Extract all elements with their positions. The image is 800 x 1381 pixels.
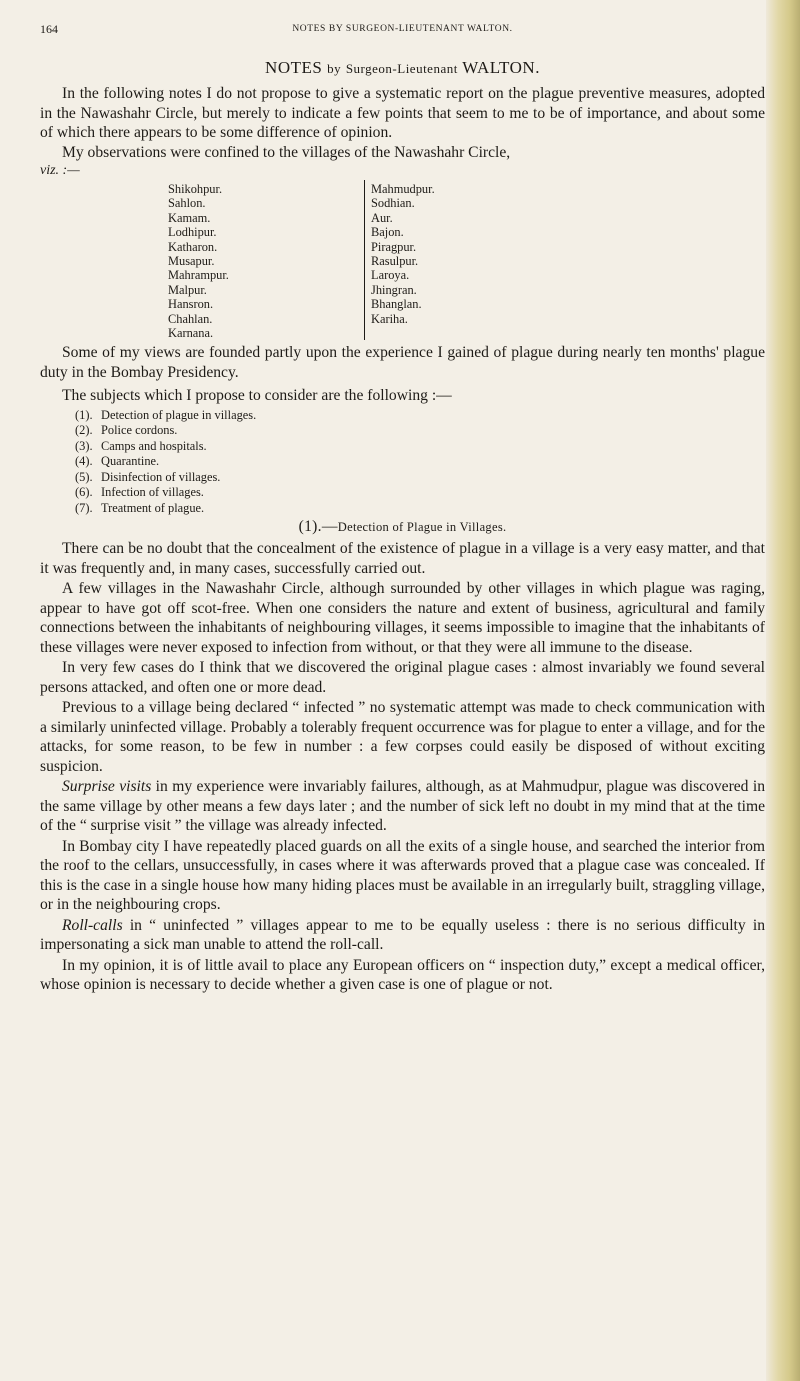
views-paragraph: Some of my views are founded partly upon the experience I gained of plague during nearly ten months' plague duty in the Bombay Presidency. bbox=[40, 344, 765, 381]
village-name: Bajon. bbox=[371, 225, 404, 240]
subject-number: (6). bbox=[75, 485, 93, 500]
village-name: Musapur. bbox=[168, 254, 215, 269]
main-heading bbox=[40, 58, 765, 78]
page-number: 164 bbox=[40, 22, 58, 36]
running-title: NOTES BY SURGEON-LIEUTENANT WALTON. bbox=[292, 24, 513, 34]
section-heading bbox=[40, 518, 765, 536]
section-title: Detection of Plague in Villages. bbox=[337, 520, 507, 535]
subject-text: Police cordons. bbox=[101, 423, 178, 438]
village-name: Kamam. bbox=[168, 210, 211, 225]
village-name: Kariha. bbox=[371, 311, 408, 326]
opinion-paragraph: In my opinion, it is of little avail to place any European officers on “ inspection duty,” except a medical officer, whose opinion is necessary to decide whether a given case is one of plague or not. bbox=[40, 956, 765, 994]
subjects-list bbox=[75, 408, 765, 517]
village-name: Lodhipur. bbox=[168, 225, 217, 240]
village-name: Hansron. bbox=[168, 297, 214, 312]
bombay-paragraph: In Bombay city I have repeatedly placed guards on all the exits of a single house, and searched the interior from the roof to the cellars, unsuccessfully, in cases where it was afterwards proved that a plague case was concealed. If this is the case in a single house how many hiding places must be available in an irregularly built, straggling village, or in the neighbouring crops. bbox=[40, 837, 765, 914]
heading-lead: NOTES bbox=[265, 58, 323, 77]
page-edge bbox=[766, 0, 800, 1381]
subject-number: (2). bbox=[75, 423, 93, 438]
village-name: Shikohpur. bbox=[168, 182, 223, 196]
village-name: Karnana. bbox=[168, 326, 214, 341]
village-name: Jhingran. bbox=[371, 282, 417, 297]
subject-item bbox=[75, 408, 765, 424]
subject-item bbox=[75, 439, 765, 455]
village-list bbox=[168, 182, 765, 340]
heading-name: WALTON. bbox=[462, 58, 540, 77]
village-name: Sodhian. bbox=[371, 196, 415, 211]
subject-number: (5). bbox=[75, 469, 93, 484]
subject-text: Quarantine. bbox=[101, 454, 160, 469]
village-name: Mahmudpur. bbox=[371, 182, 435, 196]
subject-item bbox=[75, 423, 765, 439]
viz-label: viz. :— bbox=[40, 163, 80, 178]
village-column-right bbox=[364, 180, 435, 340]
running-head bbox=[40, 22, 765, 40]
subject-text: Camps and hospitals. bbox=[101, 438, 207, 453]
village-name: Mahrampur. bbox=[168, 268, 229, 283]
roll-calls-paragraph bbox=[40, 916, 765, 955]
body-paragraph: A few villages in the Nawashahr Circle, although surrounded by other villages in which plague was raging, appear to have got off scot-free. When one considers the nature and extent of business, agricultural and family connections between the inhabitants of neighbouring villages, it seems impossible to imagine that the inhabitants of these villages were never exposed to infection from without, or that they were all immune to the disease. bbox=[40, 580, 765, 656]
village-name: Rasulpur. bbox=[371, 254, 419, 269]
subject-text: Detection of plague in villages. bbox=[101, 407, 257, 422]
subject-number: (7). bbox=[75, 500, 93, 515]
surprise-visits-lead: Surprise visits bbox=[62, 778, 152, 796]
village-name: Chahlan. bbox=[168, 311, 213, 326]
subject-text: Disinfection of villages. bbox=[101, 469, 221, 484]
subject-item bbox=[75, 501, 765, 517]
subject-number: (4). bbox=[75, 454, 93, 469]
surprise-visits-paragraph bbox=[40, 777, 765, 836]
village-name: Piragpur. bbox=[371, 239, 417, 254]
heading-rank: Surgeon-Lieutenant bbox=[345, 61, 458, 76]
intro-paragraph: In the following notes I do not propose to give a systematic report on the plague preventive measures, adopted in the Nawashahr Circle, but merely to indicate a few points that seem to me to be of importance, and about some of which there appears to be some difference of opinion. bbox=[40, 85, 765, 141]
body-paragraph: In very few cases do I think that we discovered the original plague cases : almost invariably we found several persons attacked, and often one or more dead. bbox=[40, 659, 765, 696]
subject-item bbox=[75, 485, 765, 501]
surprise-visits-text: in my experience were invariably failures, although, as at Mahmudpur, plague was discovered in the same village by other means a few days later ; and the number of sick left no doubt in my mind that at the time of the “ surprise visit ” the village was already infected. bbox=[40, 778, 765, 835]
body-paragraph: There can be no doubt that the concealment of the existence of plague in a village is a very easy matter, and that it was frequently and, in many cases, successfully carried out. bbox=[40, 540, 765, 577]
subject-number: (3). bbox=[75, 438, 93, 453]
observations-paragraph: My observations were confined to the villages of the Nawashahr Circle, bbox=[62, 143, 511, 161]
village-name: Katharon. bbox=[168, 239, 218, 254]
section-number: (1).— bbox=[298, 518, 338, 536]
body-paragraph: Previous to a village being declared “ infected ” no systematic attempt was made to check communication with a similarly uninfected village. Probably a tolerably frequent occurrence was for plague to enter a village, and for the attacks, for some reason, to be few in number : a few corpses could easily be disposed of without exciting suspicion. bbox=[40, 699, 765, 775]
subject-text: Treatment of plague. bbox=[101, 500, 205, 515]
subject-text: Infection of villages. bbox=[101, 485, 204, 500]
subject-number: (1). bbox=[75, 407, 93, 422]
village-name: Aur. bbox=[371, 210, 393, 225]
subject-item bbox=[75, 470, 765, 486]
heading-by: by bbox=[327, 61, 342, 76]
village-name: Malpur. bbox=[168, 282, 207, 297]
roll-calls-text: in “ uninfected ” villages appear to me to be equally useless : there is no serious difficulty in impersonating a sick man unable to attend the roll-call. bbox=[40, 916, 765, 954]
village-name: Laroya. bbox=[371, 268, 410, 283]
subject-item bbox=[75, 454, 765, 470]
roll-calls-lead: Roll-calls bbox=[62, 916, 123, 934]
village-column-left bbox=[168, 182, 364, 340]
subjects-intro: The subjects which I propose to consider are the following :— bbox=[62, 387, 452, 405]
book-page bbox=[40, 22, 765, 995]
village-name: Bhanglan. bbox=[371, 297, 422, 312]
village-name: Sahlon. bbox=[168, 196, 206, 211]
